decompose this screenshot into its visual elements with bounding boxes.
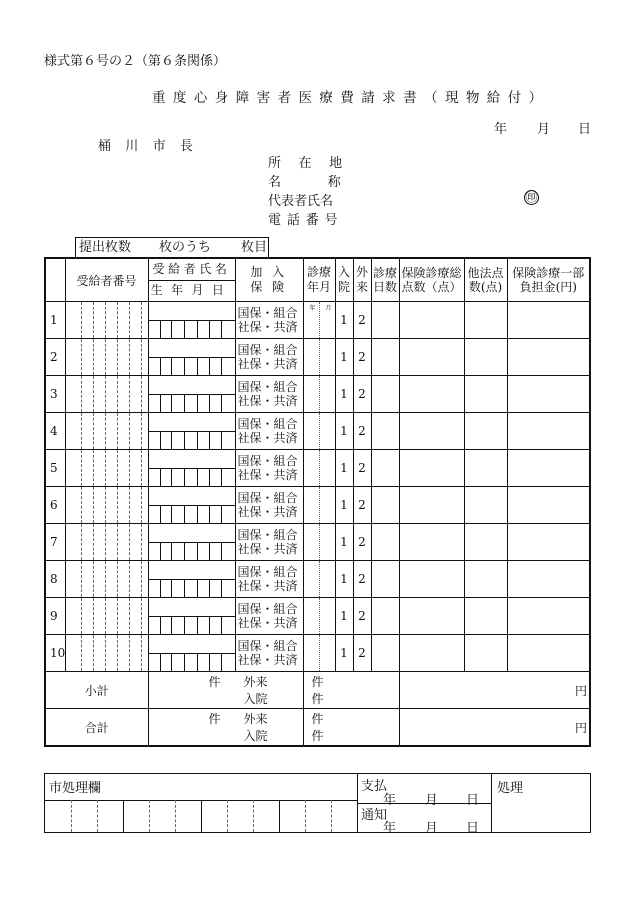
subtotal-outpatient-unit: 件	[311, 675, 324, 689]
points-cell[interactable]	[399, 302, 464, 339]
outpatient-cell[interactable]: 2	[353, 524, 371, 561]
days-cell[interactable]	[371, 376, 399, 413]
insurance-option-2: 社保・共済	[237, 357, 298, 371]
row-number: 2	[45, 339, 65, 376]
days-cell[interactable]	[371, 487, 399, 524]
header-month: 診療年月	[303, 258, 335, 302]
payment-label: 支払	[361, 779, 388, 794]
name-label: 名称	[268, 175, 388, 190]
insurance-option-2: 社保・共済	[237, 616, 298, 630]
insurance-cell[interactable]	[235, 450, 303, 487]
outpatient-cell[interactable]: 2	[353, 487, 371, 524]
submit-label-sheet: 枚目	[241, 240, 268, 255]
recipient-no-cell[interactable]	[65, 376, 148, 413]
total-inpatient-unit: 件	[311, 729, 324, 743]
other-points-cell[interactable]	[464, 413, 507, 450]
subtotal-row	[45, 672, 590, 709]
notice-day: 日	[466, 821, 480, 836]
month-cell[interactable]	[303, 524, 335, 561]
days-cell[interactable]	[371, 598, 399, 635]
days-cell[interactable]	[371, 413, 399, 450]
subtotal-yen: 円	[399, 672, 590, 709]
days-cell[interactable]	[371, 561, 399, 598]
city-processing-label: 市処理欄	[49, 781, 102, 796]
subtotal-inpatient-label: 入院	[243, 692, 268, 706]
points-cell[interactable]	[399, 635, 464, 672]
recipient-no-cell[interactable]	[65, 487, 148, 524]
claim-table	[44, 257, 591, 747]
name-dob-cell[interactable]	[148, 413, 235, 450]
row-number: 3	[45, 376, 65, 413]
table-row	[45, 413, 590, 450]
month-cell[interactable]	[303, 635, 335, 672]
insurance-cell[interactable]	[235, 524, 303, 561]
insurance-cell[interactable]	[235, 635, 303, 672]
month-cell[interactable]	[303, 302, 335, 339]
copay-cell[interactable]	[507, 487, 590, 524]
total-outpatient-unit: 件	[311, 712, 324, 726]
row-number: 1	[45, 302, 65, 339]
points-cell[interactable]	[399, 413, 464, 450]
copay-cell[interactable]	[507, 524, 590, 561]
date-day-label: 日	[578, 122, 592, 137]
month-cell[interactable]	[303, 487, 335, 524]
subtotal-label: 小計	[45, 672, 148, 709]
other-points-cell[interactable]	[464, 524, 507, 561]
name-dob-cell[interactable]	[148, 487, 235, 524]
inpatient-cell[interactable]: 1	[335, 413, 353, 450]
notice-month: 月	[425, 821, 439, 836]
insurance-option-1: 国保・組合	[237, 602, 298, 616]
date-year-label: 年	[494, 122, 508, 137]
days-cell[interactable]	[371, 635, 399, 672]
table-row	[45, 561, 590, 598]
other-points-cell[interactable]	[464, 487, 507, 524]
payment-month: 月	[425, 793, 439, 808]
insurance-option-1: 国保・組合	[237, 491, 298, 505]
processing-label: 処理	[497, 781, 524, 796]
notice-year: 年	[383, 821, 397, 836]
insurance-option-2: 社保・共済	[237, 579, 298, 593]
row-number: 7	[45, 524, 65, 561]
copay-cell[interactable]	[507, 376, 590, 413]
other-points-cell[interactable]	[464, 339, 507, 376]
date-month-label: 月	[537, 122, 551, 137]
name-dob-cell[interactable]	[148, 339, 235, 376]
insurance-option-1: 国保・組合	[237, 306, 298, 320]
submission-count-box	[75, 237, 269, 258]
row-number: 5	[45, 450, 65, 487]
insurance-option-1: 国保・組合	[237, 454, 298, 468]
total-label: 合計	[45, 709, 148, 747]
seal-mark: ㊞	[525, 190, 538, 204]
insurance-option-2: 社保・共済	[237, 542, 298, 556]
days-cell[interactable]	[371, 339, 399, 376]
insurance-cell[interactable]	[235, 598, 303, 635]
total-inpatient-label: 入院	[243, 729, 268, 743]
address-label: 所在地	[268, 156, 360, 171]
submit-label-count: 提出枚数	[79, 240, 132, 255]
row-number: 10	[45, 635, 65, 672]
outpatient-cell[interactable]: 2	[353, 598, 371, 635]
total-counts	[148, 709, 324, 747]
insurance-option-2: 社保・共済	[237, 505, 298, 519]
subtotal-inpatient-unit: 件	[311, 692, 324, 706]
inpatient-cell[interactable]: 1	[335, 524, 353, 561]
recipient-no-cell[interactable]	[65, 561, 148, 598]
table-row	[45, 339, 590, 376]
insurance-cell[interactable]	[235, 413, 303, 450]
month-cell[interactable]	[303, 450, 335, 487]
insurance-option-1: 国保・組合	[237, 565, 298, 579]
recipient-no-cell[interactable]	[65, 413, 148, 450]
name-dob-cell[interactable]	[148, 635, 235, 672]
header-inpatient: 入院	[335, 258, 353, 302]
insurance-option-1: 国保・組合	[237, 380, 298, 394]
inpatient-cell[interactable]: 1	[335, 598, 353, 635]
month-cell[interactable]	[303, 339, 335, 376]
insurance-cell[interactable]	[235, 561, 303, 598]
form-title: 重度心身障害者医療費請求書（現物給付）	[152, 90, 550, 106]
other-points-cell[interactable]	[464, 561, 507, 598]
name-dob-cell[interactable]	[148, 598, 235, 635]
submit-label-of: 枚のうち	[159, 240, 212, 255]
phone-label: 電話番号	[268, 213, 344, 228]
inpatient-cell[interactable]: 1	[335, 487, 353, 524]
header-copay: 保険診療一部負担金(円)	[507, 258, 590, 302]
inpatient-cell[interactable]: 1	[335, 302, 353, 339]
points-cell[interactable]	[399, 598, 464, 635]
row-number: 8	[45, 561, 65, 598]
days-cell[interactable]	[371, 524, 399, 561]
recipient-no-cell[interactable]	[65, 524, 148, 561]
header-days: 診療日数	[371, 258, 399, 302]
insurance-option-1: 国保・組合	[237, 417, 298, 431]
insurance-option-2: 社保・共済	[237, 468, 298, 482]
header-outpatient: 外来	[353, 258, 371, 302]
month-cell[interactable]	[303, 598, 335, 635]
inpatient-cell[interactable]: 1	[335, 561, 353, 598]
subtotal-count-unit: 件	[208, 675, 221, 689]
row-number: 4	[45, 413, 65, 450]
insurance-option-2: 社保・共済	[237, 653, 298, 667]
header-points: 保険診療総点数（点）	[399, 258, 464, 302]
table-row	[45, 598, 590, 635]
payment-day: 日	[466, 793, 480, 808]
total-yen: 円	[399, 709, 590, 747]
notice-label: 通知	[361, 808, 388, 823]
other-points-cell[interactable]	[464, 598, 507, 635]
total-outpatient-label: 外来	[243, 712, 268, 726]
table-row	[45, 524, 590, 561]
month-cell[interactable]	[303, 413, 335, 450]
header-insurance: 加入保険	[235, 258, 303, 302]
outpatient-cell[interactable]: 2	[353, 339, 371, 376]
header-dob: 生年月日	[150, 283, 233, 297]
points-cell[interactable]	[399, 376, 464, 413]
insurance-cell[interactable]	[235, 487, 303, 524]
outpatient-cell[interactable]: 2	[353, 561, 371, 598]
insurance-option-1: 国保・組合	[237, 528, 298, 542]
insurance-option-2: 社保・共済	[237, 320, 298, 334]
outpatient-cell[interactable]: 2	[353, 302, 371, 339]
name-dob-cell[interactable]	[148, 376, 235, 413]
representative-label: 代表者氏名	[268, 194, 334, 209]
copay-cell[interactable]	[507, 413, 590, 450]
addressee: 桶川市長	[98, 139, 208, 154]
ym-month-mark: 月	[325, 305, 332, 312]
subtotal-outpatient-label: 外来	[243, 675, 268, 689]
inpatient-cell[interactable]: 1	[335, 635, 353, 672]
table-header-row	[45, 258, 590, 302]
form-reference: 様式第６号の２（第６条関係）	[44, 54, 227, 69]
row-number: 9	[45, 598, 65, 635]
inpatient-cell[interactable]: 1	[335, 339, 353, 376]
copay-cell[interactable]	[507, 561, 590, 598]
row-number: 6	[45, 487, 65, 524]
total-count-unit: 件	[208, 712, 221, 726]
month-cell[interactable]	[303, 376, 335, 413]
name-dob-cell[interactable]	[148, 524, 235, 561]
points-cell[interactable]	[399, 339, 464, 376]
copay-cell[interactable]	[507, 302, 590, 339]
points-cell[interactable]	[399, 561, 464, 598]
city-processing-box	[44, 773, 591, 836]
other-points-cell[interactable]	[464, 450, 507, 487]
insurance-option-2: 社保・共済	[237, 394, 298, 408]
copay-cell[interactable]	[507, 598, 590, 635]
name-dob-cell[interactable]	[148, 561, 235, 598]
recipient-no-cell[interactable]	[65, 302, 148, 339]
recipient-no-cell[interactable]	[65, 598, 148, 635]
inpatient-cell[interactable]: 1	[335, 450, 353, 487]
other-points-cell[interactable]	[464, 635, 507, 672]
insurance-option-2: 社保・共済	[237, 431, 298, 445]
points-cell[interactable]	[399, 487, 464, 524]
table-row	[45, 635, 590, 672]
table-row	[45, 450, 590, 487]
days-cell[interactable]	[371, 302, 399, 339]
payment-year: 年	[383, 793, 397, 808]
outpatient-cell[interactable]: 2	[353, 413, 371, 450]
table-row	[45, 302, 590, 339]
insurance-option-1: 国保・組合	[237, 639, 298, 653]
points-cell[interactable]	[399, 524, 464, 561]
insurance-cell[interactable]	[235, 376, 303, 413]
header-rownum	[45, 258, 65, 302]
header-name-dob	[148, 258, 235, 302]
recipient-no-cell[interactable]	[65, 339, 148, 376]
header-other-points: 他法点数(点)	[464, 258, 507, 302]
ym-year-mark: 年	[309, 305, 316, 312]
month-cell[interactable]	[303, 561, 335, 598]
outpatient-cell[interactable]: 2	[353, 450, 371, 487]
name-dob-cell[interactable]	[148, 450, 235, 487]
table-row	[45, 487, 590, 524]
recipient-no-cell[interactable]	[65, 450, 148, 487]
copay-cell[interactable]	[507, 450, 590, 487]
recipient-no-cell[interactable]	[65, 635, 148, 672]
insurance-cell[interactable]	[235, 339, 303, 376]
name-dob-cell[interactable]	[148, 302, 235, 339]
table-row	[45, 376, 590, 413]
insurance-option-1: 国保・組合	[237, 343, 298, 357]
header-name: 受給者氏名	[149, 259, 235, 281]
total-row	[45, 709, 590, 747]
header-recipient-no: 受給者番号	[65, 258, 148, 302]
outpatient-cell[interactable]: 2	[353, 635, 371, 672]
outpatient-cell[interactable]: 2	[353, 376, 371, 413]
copay-cell[interactable]	[507, 635, 590, 672]
inpatient-cell[interactable]: 1	[335, 376, 353, 413]
copay-cell[interactable]	[507, 339, 590, 376]
other-points-cell[interactable]	[464, 376, 507, 413]
points-cell[interactable]	[399, 450, 464, 487]
other-points-cell[interactable]	[464, 302, 507, 339]
insurance-cell[interactable]	[235, 302, 303, 339]
subtotal-counts	[148, 672, 324, 709]
days-cell[interactable]	[371, 450, 399, 487]
